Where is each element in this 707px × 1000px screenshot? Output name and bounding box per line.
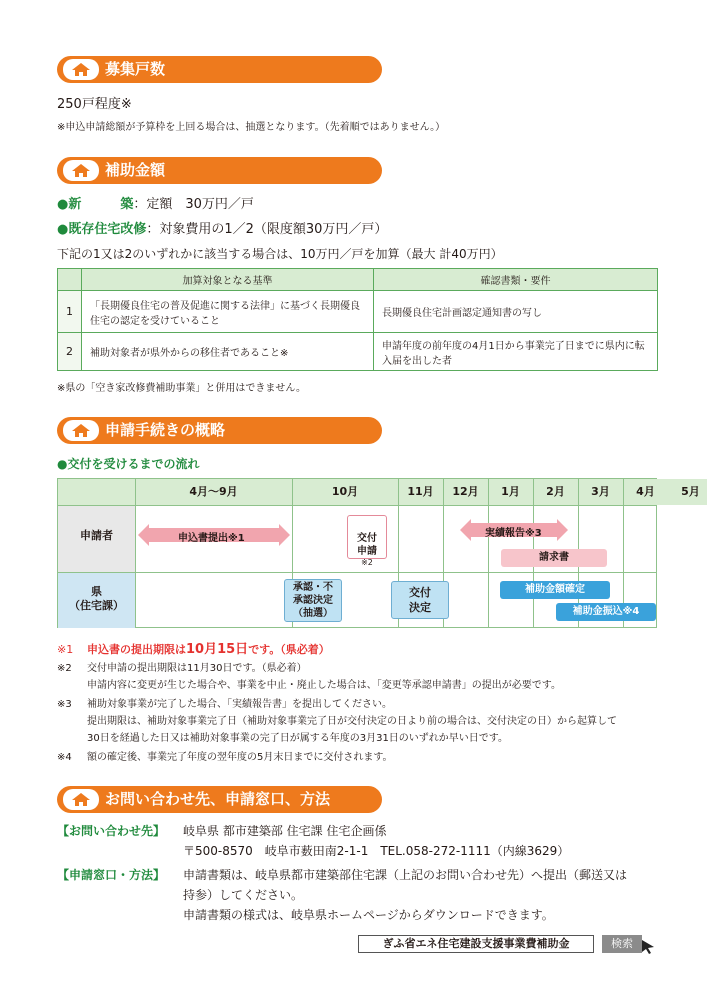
apply-label: 申込書提出※1	[178, 533, 245, 544]
note-2: ※2 交付申請の提出期限は11月30日です。（県必着）	[57, 663, 307, 674]
table-note: ※県の「空き家改修費補助事業」と併用はできません。	[57, 383, 306, 394]
section-title: 申請手続きの概略	[105, 421, 226, 439]
col-header	[58, 269, 82, 291]
schedule-chart	[57, 478, 700, 628]
window-line1: 申請書類は、岐阜県都市建築部住宅課（上記のお問い合わせ先）へ提出（郵送又は	[183, 868, 628, 882]
kakutei-box: 補助金額確定	[500, 581, 610, 599]
month-header: 12月	[443, 479, 488, 505]
kofu-shinsei-box	[347, 515, 387, 567]
kofu-shinsei-label: 交付 申請	[357, 533, 377, 557]
table-row	[58, 291, 658, 333]
cursor-icon	[640, 938, 656, 954]
inquiry-line2: 〒500-8570 岐阜市薮田南2-1-1 TEL.058-272-1111（内線3629）	[183, 844, 570, 858]
recruit-note: ※申込申請総額が予算枠を上回る場合は、抽選となります。（先着順ではありません。）	[57, 122, 446, 133]
search-button: 検索	[602, 935, 642, 953]
jisseki-label: 実績報告※3	[485, 528, 542, 539]
row-docs: 長期優良住宅計画認定通知書の写し	[374, 291, 658, 333]
new-build-label: ●新 築	[57, 197, 134, 212]
month-header: 5月	[668, 479, 707, 505]
note-1: ※1 申込書の提出期限は10月15日です。（県必着）	[57, 642, 330, 657]
row-no: 1	[58, 291, 82, 333]
col-header: 加算対象となる基準	[82, 269, 374, 291]
month-header: 2月	[533, 479, 578, 505]
note-3b: 提出期限は、補助対象事業完了日（補助対象事業完了日が交付決定の日より前の場合は、交付決定の日）から起算して	[87, 716, 617, 727]
window-label: 【申請窓口・方法】	[57, 868, 166, 882]
section-header-subsidy	[57, 157, 382, 184]
existing-label: ●既存住宅改修	[57, 222, 147, 237]
month-header: 4月〜9月	[135, 479, 292, 505]
house-icon	[63, 59, 99, 80]
recruit-count: 250戸程度※	[57, 97, 132, 112]
schedule-corner	[58, 479, 135, 505]
note-4: ※4 額の確定後、事業完了年度の翌年度の5月末日までに交付されます。	[57, 752, 393, 763]
section-header-contact	[57, 786, 382, 813]
house-icon	[63, 160, 99, 181]
search-keyword-box: ぎふ省エネ住宅建設支援事業費補助金	[358, 935, 594, 953]
month-header: 1月	[488, 479, 533, 505]
shonin-box: 承認・不 承認決定 （抽選）	[284, 579, 342, 622]
row-label-applicant: 申請者	[80, 529, 113, 542]
month-header: 11月	[398, 479, 443, 505]
note-3c: 30日を経過した日又は補助対象事業の完了日が属する年度の3月31日のいずれか早い日です。	[87, 733, 509, 744]
window-line2: 持参）してください。	[183, 888, 304, 902]
existing-value: ：対象費用の1／2（限度額30万円／戸）	[146, 222, 388, 237]
existing-row	[57, 218, 387, 237]
criteria-table	[57, 268, 658, 371]
seikyu-box: 請求書	[501, 549, 607, 567]
month-header: 3月	[578, 479, 623, 505]
inquiry-line1: 岐阜県 都市建築部 住宅課 住宅企画係	[183, 824, 387, 838]
table-row	[58, 333, 658, 371]
inquiry-label: 【お問い合わせ先】	[57, 824, 166, 838]
row-criteria: 補助対象者が県外からの移住者であること※	[82, 333, 374, 371]
window-line3: 申請書類の様式は、岐阜県ホームページからダウンロードできます。	[183, 908, 554, 922]
row-docs: 申請年度の前年度の4月1日から事業完了日までに県内に転入届を出した者	[374, 333, 658, 371]
new-build-value: ：定額 30万円／戸	[133, 197, 254, 212]
flow-subtitle: ●交付を受けるまでの流れ	[57, 457, 200, 471]
section-title: 補助金額	[105, 161, 166, 179]
house-icon	[63, 789, 99, 810]
house-icon	[63, 420, 99, 441]
kofu-shinsei-note: ※2	[361, 558, 373, 567]
row-label-pref: 県 （住宅課）	[69, 585, 124, 612]
col-header: 確認書類・要件	[374, 269, 658, 291]
table-header-row	[58, 269, 658, 291]
section-title: お問い合わせ先、申請窓口、方法	[105, 790, 331, 808]
note-mark: ※1	[57, 643, 74, 656]
kofu-kettei-box: 交付 決定	[391, 581, 449, 619]
furikomi-box: 補助金振込※4	[556, 603, 656, 621]
section-header-procedure	[57, 417, 382, 444]
extra-amount: 下記の1又は2のいずれかに該当する場合は、10万円／戸を加算（最大 計40万円）	[57, 247, 503, 261]
section-title: 募集戸数	[105, 60, 166, 78]
section-header-recruit	[57, 56, 382, 83]
note-3: ※3 補助対象事業が完了した場合、「実績報告書」を提出してください。	[57, 699, 392, 710]
new-build-row	[57, 193, 254, 212]
note-2b: 申請内容に変更が生じた場合や、事業を中止・廃止した場合は、「変更等承認申請書」の提出が必要です。	[87, 680, 561, 691]
deadline-highlight: 10月15日	[186, 642, 249, 657]
row-no: 2	[58, 333, 82, 371]
row-criteria: 「長期優良住宅の普及促進に関する法律」に基づく長期優良住宅の認定を受けていること	[82, 291, 374, 333]
month-header: 4月	[623, 479, 668, 505]
month-header: 10月	[292, 479, 398, 505]
